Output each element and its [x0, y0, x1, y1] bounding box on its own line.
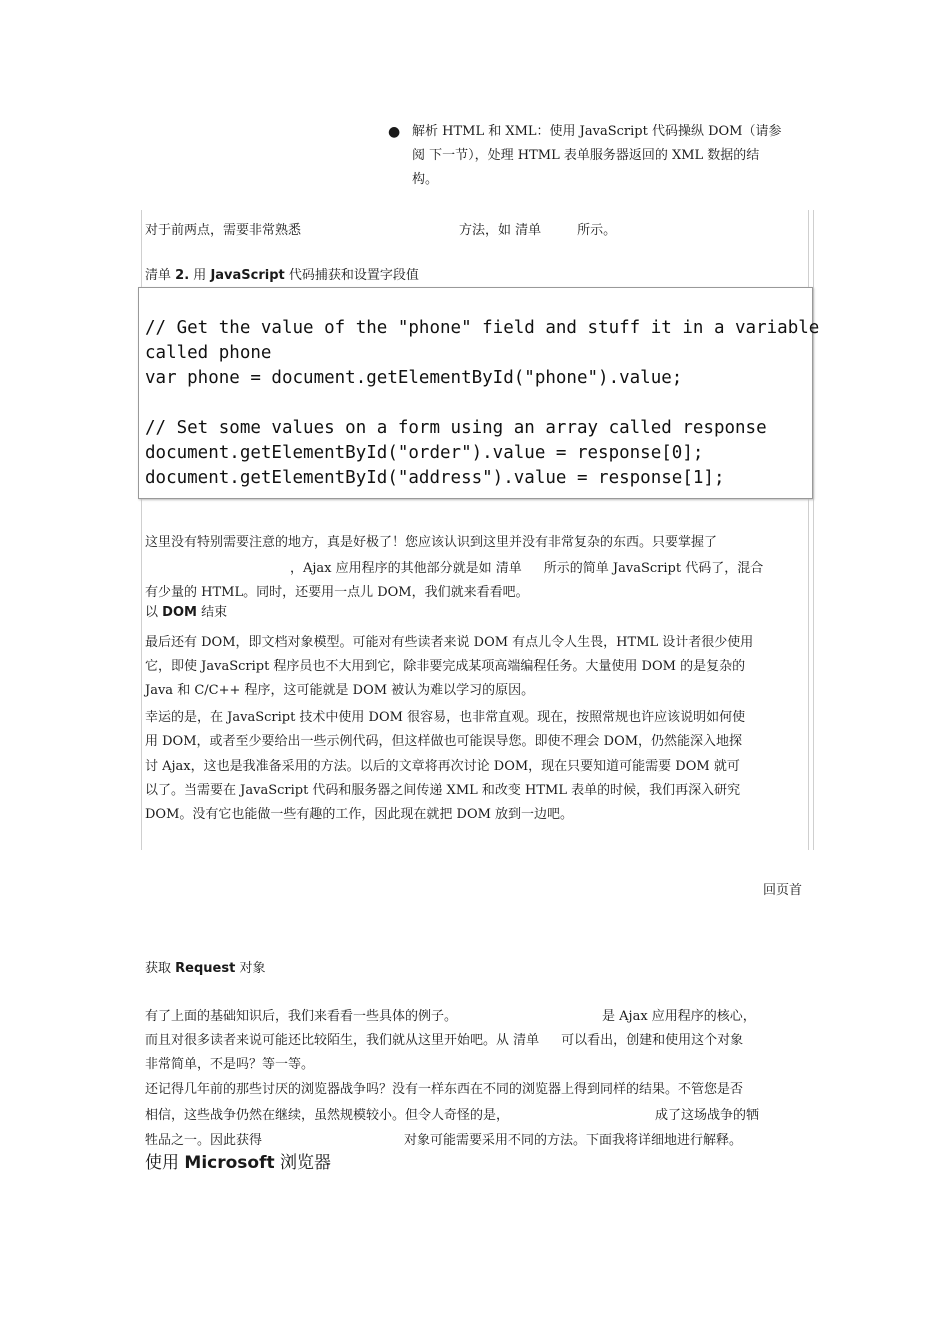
- para-line: [145, 1129, 742, 1148]
- section-heading-dom: [145, 601, 227, 620]
- code-line: document.getElementById("address").value = response[1];: [145, 468, 725, 488]
- para-line: 用 DOM，或者至少要给出一些示例代码，但这样做也可能误导您。即使不理会 DOM，仍然能深入地探: [145, 734, 743, 749]
- heading-bold: Request: [175, 961, 236, 976]
- heading-part: 结束: [201, 605, 228, 620]
- heading-part: 获取: [145, 961, 172, 976]
- intro-part: 所示。: [577, 223, 617, 238]
- para-segment: 所示的简单 JavaScript 代码了，混合: [543, 561, 764, 576]
- code-line: document.getElementById("order").value = response[0];: [145, 443, 704, 463]
- para-line: [145, 1029, 743, 1048]
- heading-part: 以: [145, 605, 159, 620]
- bullet-line: 解析 HTML 和 XML：使用 JavaScript 代码操纵 DOM（请参: [412, 124, 782, 139]
- code-line: // Set some values on a form using an array called response: [145, 418, 767, 438]
- bullet-line: 构。: [412, 172, 439, 187]
- para-line: 最后还有 DOM，即文档对象模型。可能对有些读者来说 DOM 有点儿令人生畏，HTML 设计者很少使用: [145, 635, 754, 650]
- para-line: 讨 Ajax，这也是我准备采用的方法。以后的文章将再次讨论 DOM，现在只要知道可能需要 DOM 就可: [145, 759, 740, 774]
- para-line: [145, 557, 763, 576]
- heading-bold: DOM: [162, 605, 197, 620]
- para-segment: 牲品之一。因此获得: [145, 1133, 263, 1148]
- listing-text: 用: [193, 268, 207, 283]
- code-line: // Get the value of the "phone" field and stuff it in a variable: [145, 318, 820, 338]
- listing-text: 代码捕获和设置字段值: [288, 268, 419, 283]
- para-segment: 而且对很多读者来说可能还比较陌生，我们就从这里开始吧。从 清单: [145, 1033, 540, 1048]
- para-segment: 成了这场战争的牺: [655, 1108, 760, 1123]
- para-line: [145, 1104, 759, 1123]
- para-line: Java 和 C/C++ 程序，这可能就是 DOM 被认为难以学习的原因。: [145, 683, 535, 698]
- listing-prefix: 清单: [145, 268, 172, 283]
- intro-part: 对于前两点，需要非常熟悉: [145, 223, 302, 238]
- para-segment: 对象可能需要采用不同的方法。下面我将详细地进行解释。: [404, 1133, 743, 1148]
- para-line: 这里没有特别需要注意的地方，真是好极了！您应该认识到这里并没有非常复杂的东西。只要掌握了: [145, 535, 718, 550]
- heading-part: 使用: [145, 1153, 179, 1173]
- para-segment: 有了上面的基础知识后，我们来看看一些具体的例子。: [145, 1009, 458, 1024]
- code-listing: [138, 287, 820, 499]
- section-heading-request: [145, 957, 265, 976]
- para-line: [145, 1005, 756, 1024]
- para-segment: 是 Ajax 应用程序的核心，: [602, 1009, 756, 1024]
- frame-right-line-outer: [813, 210, 814, 850]
- para-line: 它，即使 JavaScript 程序员也不大用到它，除非要完成某项高端编程任务。大量使用 DOM 的是复杂的: [145, 659, 746, 674]
- para-line: 有少量的 HTML。同时，还要用一点儿 DOM，我们就来看看吧。: [145, 585, 529, 600]
- code-block: [145, 316, 819, 491]
- bullet-text: [412, 120, 812, 192]
- para-line: DOM。没有它也能做一些有趣的工作，因此现在就把 DOM 放到一边吧。: [145, 807, 574, 822]
- code-line: var phone = document.getElementById("phone").value;: [145, 368, 683, 388]
- code-line: [145, 391, 819, 416]
- para-line: 非常简单，不是吗？等一等。: [145, 1057, 315, 1072]
- section-heading-microsoft: [145, 1148, 331, 1173]
- para-segment: 相信，这些战争仍然在继续，虽然规模较小。但令人奇怪的是，: [145, 1108, 510, 1123]
- listing-title: [145, 266, 419, 286]
- para-line: 以了。当需要在 JavaScript 代码和服务器之间传递 XML 和改变 HTML 表单的时候，我们再深入研究: [145, 783, 741, 798]
- para-line: 幸运的是，在 JavaScript 技术中使用 DOM 很容易，也非常直观。现在，按照常规也许应该说明如何使: [145, 710, 746, 725]
- intro-line: [145, 219, 616, 238]
- intro-part: 方法，如 清单: [459, 223, 542, 238]
- heading-bold: Microsoft: [184, 1153, 275, 1173]
- heading-part: 浏览器: [280, 1153, 332, 1173]
- para-line: 还记得几年前的那些讨厌的浏览器战争吗？没有一样东西在不同的浏览器上得到同样的结果。不管您是否: [145, 1082, 744, 1097]
- listing-number: 2.: [175, 268, 190, 283]
- listing-keyword: JavaScript: [210, 268, 285, 283]
- bullet-icon: ●: [388, 124, 401, 140]
- para-segment: ，Ajax 应用程序的其他部分就是如 清单: [290, 561, 522, 576]
- code-line: called phone: [145, 343, 272, 363]
- back-to-top-link[interactable]: 回页首: [763, 883, 803, 898]
- bullet-line: 阅 下一节），处理 HTML 表单服务器返回的 XML 数据的结: [412, 148, 760, 163]
- para-segment: 可以看出，创建和使用这个对象: [561, 1033, 744, 1048]
- heading-part: 对象: [239, 961, 266, 976]
